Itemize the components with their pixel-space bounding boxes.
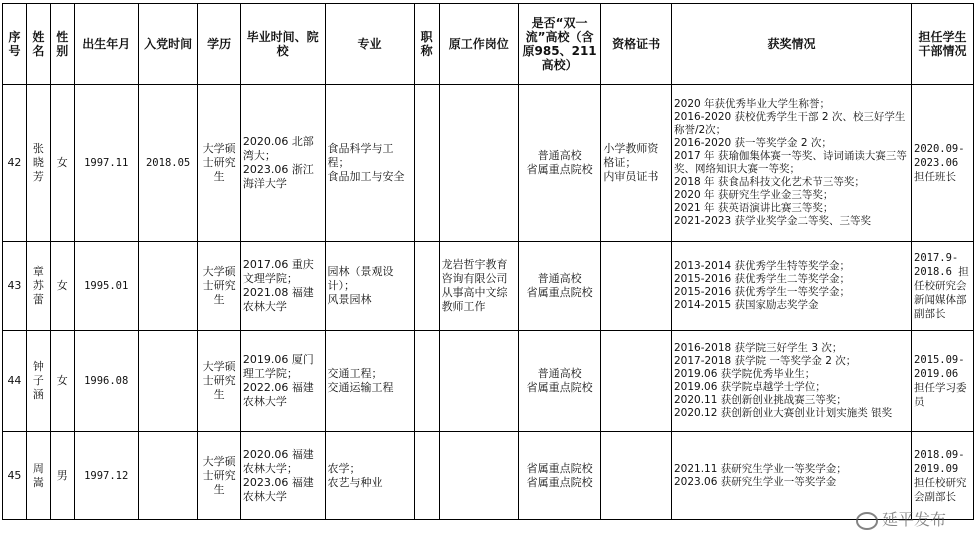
grad-line: 2020.06 北部湾大；	[242, 135, 314, 162]
cell-major	[325, 432, 414, 520]
cell-gender: 女	[50, 85, 74, 242]
major-line: 食品科学与工程；	[327, 142, 394, 169]
cell-name: 钟子涵	[26, 331, 50, 432]
header-name: 姓名	[26, 4, 50, 85]
double-first-line: 普通高校	[537, 367, 582, 380]
table-row	[3, 331, 974, 432]
double-first-line: 省属重点院校	[526, 163, 593, 176]
award-line: 2016-2018 获学院三好学生 3 次；	[673, 342, 843, 354]
award-line: 2020 年 获研究生学业金三等奖；	[673, 189, 834, 201]
award-line: 2017-2018 获学院 一等奖学金 2 次；	[673, 355, 857, 367]
cell-title	[414, 331, 439, 432]
cell-seq: 45	[3, 432, 27, 520]
grad-line: 2017.06 重庆文理学院；	[242, 258, 314, 285]
cell-grad	[240, 242, 325, 331]
cell-cadre: 2015.09-2019.06 担任学习委员	[912, 331, 974, 432]
cell-double-first	[518, 331, 601, 432]
cell-edu: 大学硕士研究生	[198, 432, 240, 520]
cell-seq: 44	[3, 331, 27, 432]
cell-party	[138, 432, 198, 520]
grad-line: 2022.06 福建农林大学	[242, 381, 314, 408]
header-awards: 获奖情况	[671, 4, 911, 85]
cell-gender: 女	[50, 242, 74, 331]
grad-line: 2021.08 福建农林大学	[242, 286, 314, 313]
header-gender: 性别	[50, 4, 74, 85]
watermark-text: 延平发布	[881, 510, 946, 529]
cert-line: 小学教师资格证；	[603, 142, 659, 169]
cell-gender: 女	[50, 331, 74, 432]
award-line: 2020 年获优秀毕业大学生称誉；	[673, 98, 831, 110]
header-prev-job: 原工作岗位	[439, 4, 518, 85]
cell-title	[414, 432, 439, 520]
header-cadre: 担任学生干部情况	[912, 4, 974, 85]
table-row	[3, 85, 974, 242]
cell-gender: 男	[50, 432, 74, 520]
cell-name: 张晓芳	[26, 85, 50, 242]
major-line: 农学；	[327, 461, 361, 475]
cell-seq: 43	[3, 242, 27, 331]
major-line: 农艺与种业	[327, 475, 383, 489]
award-line: 2021.11 获研究生学业一等奖学金；	[673, 462, 847, 475]
cell-edu: 大学硕士研究生	[198, 85, 240, 242]
cell-cadre: 2020.09-2023.06 担任班长	[912, 85, 974, 242]
award-line: 2015-2016 获优秀学生二等奖学金；	[673, 273, 851, 285]
grad-line: 2023.06 福建农林大学	[242, 475, 314, 503]
cell-major	[325, 331, 414, 432]
cell-major	[325, 85, 414, 242]
major-line: 风景园林	[327, 293, 372, 306]
cell-party: 2018.05	[138, 85, 198, 242]
header-title: 职称	[414, 4, 439, 85]
cell-party	[138, 242, 198, 331]
award-line: 2020.12 获创新创业大赛创业计划实施类 银奖	[673, 407, 893, 419]
cell-cadre: 2018.09-2019.09 担任校研究会副部长	[912, 432, 974, 520]
double-first-line: 省属重点院校	[526, 286, 593, 299]
cell-birth: 1995.01	[74, 242, 138, 331]
major-line: 交通工程；	[327, 367, 383, 380]
cell-double-first	[518, 85, 601, 242]
award-line: 2021-2023 获学业奖学金二等奖、三等奖	[673, 215, 872, 227]
cell-edu: 大学硕士研究生	[198, 242, 240, 331]
table-row	[3, 242, 974, 331]
grad-line: 2020.06 福建农林大学；	[242, 447, 314, 475]
double-first-line: 省属重点院校	[526, 381, 593, 394]
major-line: 食品加工与安全	[327, 170, 405, 183]
cell-seq: 42	[3, 85, 27, 242]
cell-title	[414, 85, 439, 242]
award-line: 2021 年 获英语演讲比赛三等奖；	[673, 202, 834, 214]
cell-name: 章苏蕾	[26, 242, 50, 331]
cell-double-first	[518, 432, 601, 520]
cell-awards	[671, 242, 911, 331]
cell-edu: 大学硕士研究生	[198, 331, 240, 432]
header-seq: 序号	[3, 4, 27, 85]
award-line: 2013-2014 获优秀学生特等奖学金；	[673, 260, 851, 272]
award-line: 2017 年 获瑜伽集体赛一等奖、诗词诵读大赛三等奖、网络知识大赛一等奖；	[673, 150, 907, 175]
cell-awards	[671, 85, 911, 242]
cell-grad	[240, 432, 325, 520]
header-birth: 出生年月	[74, 4, 138, 85]
award-line: 2020.11 获创新创业挑战赛三等奖；	[673, 394, 847, 406]
grad-line: 2019.06 厦门理工学院；	[242, 353, 314, 380]
double-first-line: 省属重点院校	[526, 461, 593, 475]
award-line: 2014-2015 获国家励志奖学金	[673, 299, 819, 311]
cell-cadre: 2017.9-2018.6 担任校研究会新闻媒体部副部长	[912, 242, 974, 331]
award-line: 2016-2020 获校优秀学生干部 2 次、校三好学生称誉/2次；	[673, 111, 906, 136]
major-line: 园林（景观设计）；	[327, 265, 394, 292]
grad-line: 2023.06 浙江海洋大学	[242, 163, 314, 190]
candidate-table	[2, 3, 974, 520]
award-line: 2015-2016 获优秀学生一等奖学金；	[673, 286, 851, 298]
award-line: 2016-2020 获一等奖学金 2 次；	[673, 137, 832, 149]
double-first-line: 普通高校	[537, 149, 582, 162]
double-first-line: 普通高校	[537, 272, 582, 285]
header-party: 入党时间	[138, 4, 198, 85]
award-line: 2019.06 获学院卓越学士学位；	[673, 381, 826, 393]
cell-cert	[601, 432, 672, 520]
header-row	[3, 4, 974, 85]
cell-grad	[240, 331, 325, 432]
award-line: 2019.06 获学院优秀毕业生；	[673, 368, 816, 380]
cert-line: 内审员证书	[603, 170, 659, 183]
cell-birth: 1997.11	[74, 85, 138, 242]
cell-awards	[671, 331, 911, 432]
header-edu: 学历	[198, 4, 240, 85]
cell-grad	[240, 85, 325, 242]
cell-title	[414, 242, 439, 331]
header-double-first: 是否“双一流”高校（含原985、211高校）	[518, 4, 601, 85]
cell-birth: 1996.08	[74, 331, 138, 432]
major-line: 交通运输工程	[327, 381, 394, 394]
cell-prev-job	[439, 331, 518, 432]
cell-prev-job	[439, 85, 518, 242]
header-grad: 毕业时间、院校	[240, 4, 325, 85]
cell-awards	[671, 432, 911, 520]
award-line: 2018 年 获食品科技文化艺术节三等奖；	[673, 176, 865, 188]
header-cert: 资格证书	[601, 4, 672, 85]
cell-cert	[601, 85, 672, 242]
cell-name: 周嵩	[26, 432, 50, 520]
cell-party	[138, 331, 198, 432]
cell-cert	[601, 331, 672, 432]
header-major: 专业	[325, 4, 414, 85]
cell-prev-job	[439, 432, 518, 520]
award-line: 2023.06 获研究生学业一等奖学金	[673, 475, 837, 488]
cell-birth: 1997.12	[74, 432, 138, 520]
cell-major	[325, 242, 414, 331]
cell-cert	[601, 242, 672, 331]
table-row	[3, 432, 974, 520]
double-first-line: 省属重点院校	[526, 475, 593, 489]
cell-prev-job: 龙岩哲宇教育咨询有限公司从事高中文综教师工作	[439, 242, 518, 331]
cell-double-first	[518, 242, 601, 331]
